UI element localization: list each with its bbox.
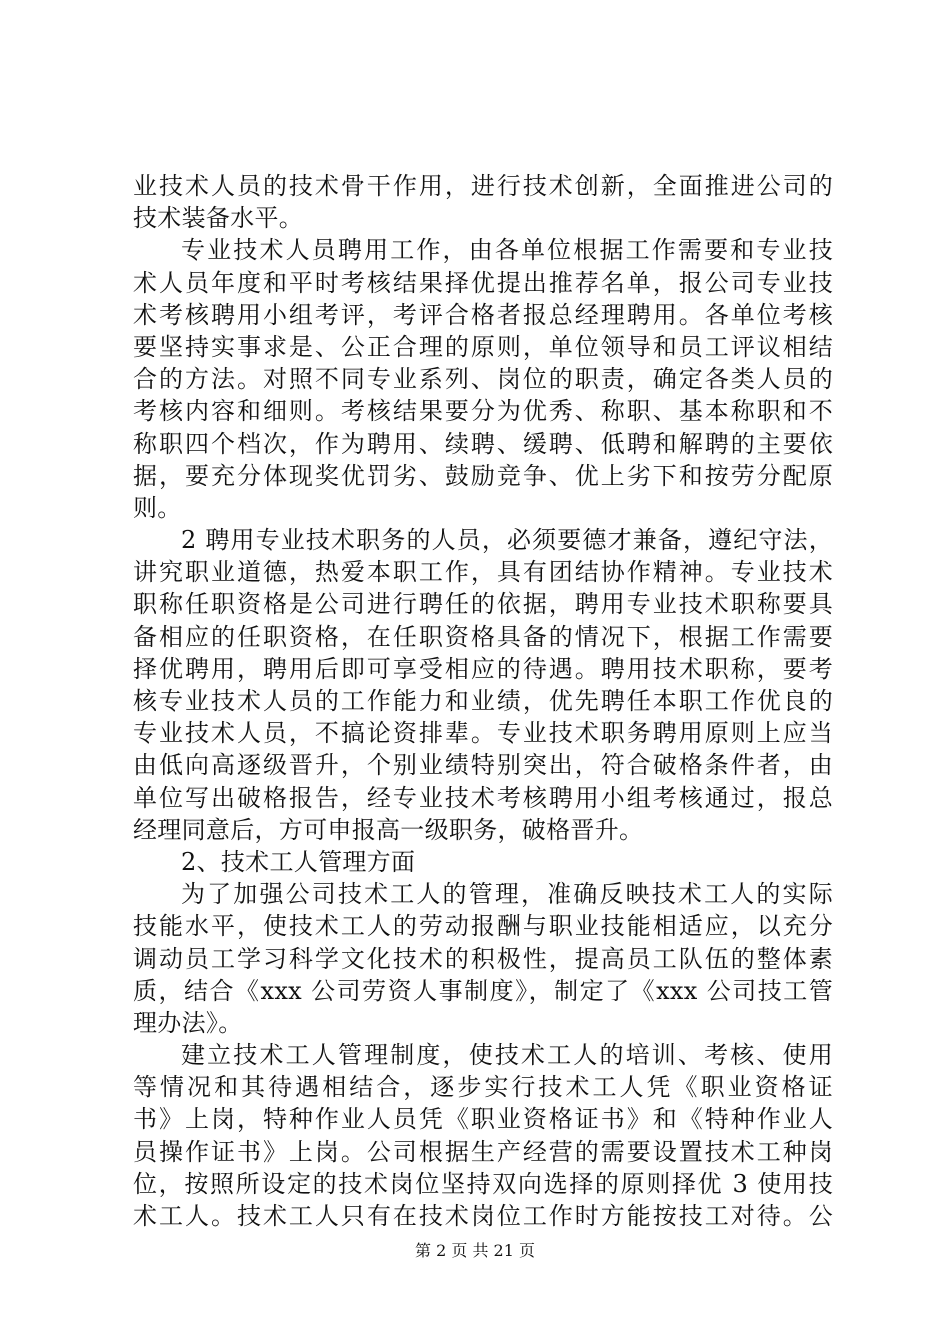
text-line: 由低向高逐级晋升，个别业绩特别突出，符合破格条件者，由 (133, 751, 833, 780)
text-line: 技术装备水平。 (133, 204, 304, 233)
section-heading: 2、技术工人管理方面 (181, 847, 416, 876)
text-line: 则。 (133, 493, 182, 522)
text-line: 称职四个档次，作为聘用、续聘、缓聘、低聘和解聘的主要依 (133, 429, 833, 458)
text-line: 择优聘用，聘用后即可享受相应的待遇。聘用技术职称，要考 (133, 654, 833, 683)
text-line: 员操作证书》上岗。公司根据生产经营的需要设置技术工种岗 (133, 1137, 833, 1166)
text-line: 合的方法。对照不同专业系列、岗位的职责，确定各类人员的 (133, 365, 833, 394)
text-line: 书》上岗，特种作业人员凭《职业资格证书》和《特种作业人 (133, 1105, 833, 1134)
page-number-footer: 第 2 页 共 21 页 (415, 1241, 535, 1260)
text-line: 等情况和其待遇相结合，逐步实行技术工人凭《职业资格证 (133, 1073, 833, 1102)
text-line: 位，按照所设定的技术岗位坚持双向选择的原则择优 3 使用技 (133, 1169, 833, 1198)
text-line: 术人员年度和平时考核结果择优提出推荐名单，报公司专业技 (133, 268, 833, 297)
text-line: 建立技术工人管理制度，使技术工人的培训、考核、使用 (181, 1041, 833, 1070)
text-line: 核专业技术人员的工作能力和业绩，优先聘任本职工作优良的 (133, 687, 833, 715)
text-line: 专业技术人员聘用工作，由各单位根据工作需要和专业技 (181, 236, 833, 265)
text-line: 为了加强公司技术工人的管理，准确反映技术工人的实际 (181, 880, 833, 909)
text-line: 理办法》。 (133, 1008, 243, 1037)
text-line: 术工人。技术工人只有在技术岗位工作时方能按技工对待。公 (133, 1202, 833, 1230)
text-line: 技能水平，使技术工人的劳动报酬与职业技能相适应，以充分 (133, 912, 833, 941)
text-line: 术考核聘用小组考评，考评合格者报总经理聘用。各单位考核 (133, 300, 833, 329)
text-line: 据，要充分体现奖优罚劣、鼓励竞争、优上劣下和按劳分配原 (133, 461, 833, 490)
text-line: 单位写出破格报告，经专业技术考核聘用小组考核通过，报总 (133, 783, 833, 812)
text-line: 备相应的任职资格，在任职资格具备的情况下，根据工作需要 (133, 622, 833, 651)
text-line: 经理同意后，方可申报高一级职务，破格晋升。 (133, 815, 644, 844)
text-line: 职称任职资格是公司进行聘任的依据，聘用专业技术职称要具 (133, 590, 833, 619)
text-line: 要坚持实事求是、公正合理的原则，单位领导和员工评议相结 (133, 332, 833, 361)
document-body (133, 170, 833, 1232)
text-line: 讲究职业道德，热爱本职工作，具有团结协作精神。专业技术 (133, 558, 833, 587)
text-line: 调动员工学习科学文化技术的积极性，提高员工队伍的整体素 (133, 944, 833, 973)
text-line: 考核内容和细则。考核结果要分为优秀、称职、基本称职和不 (133, 397, 833, 426)
text-line: 2 聘用专业技术职务的人员，必须要德才兼备，遵纪守法， (181, 526, 833, 555)
text-line: 质，结合《xxx 公司劳资人事制度》，制定了《xxx 公司技工管 (133, 976, 833, 1005)
text-line: 专业技术人员，不搞论资排辈。专业技术职务聘用原则上应当 (133, 719, 833, 748)
text-line: 业技术人员的技术骨干作用，进行技术创新，全面推进公司的 (133, 172, 833, 200)
